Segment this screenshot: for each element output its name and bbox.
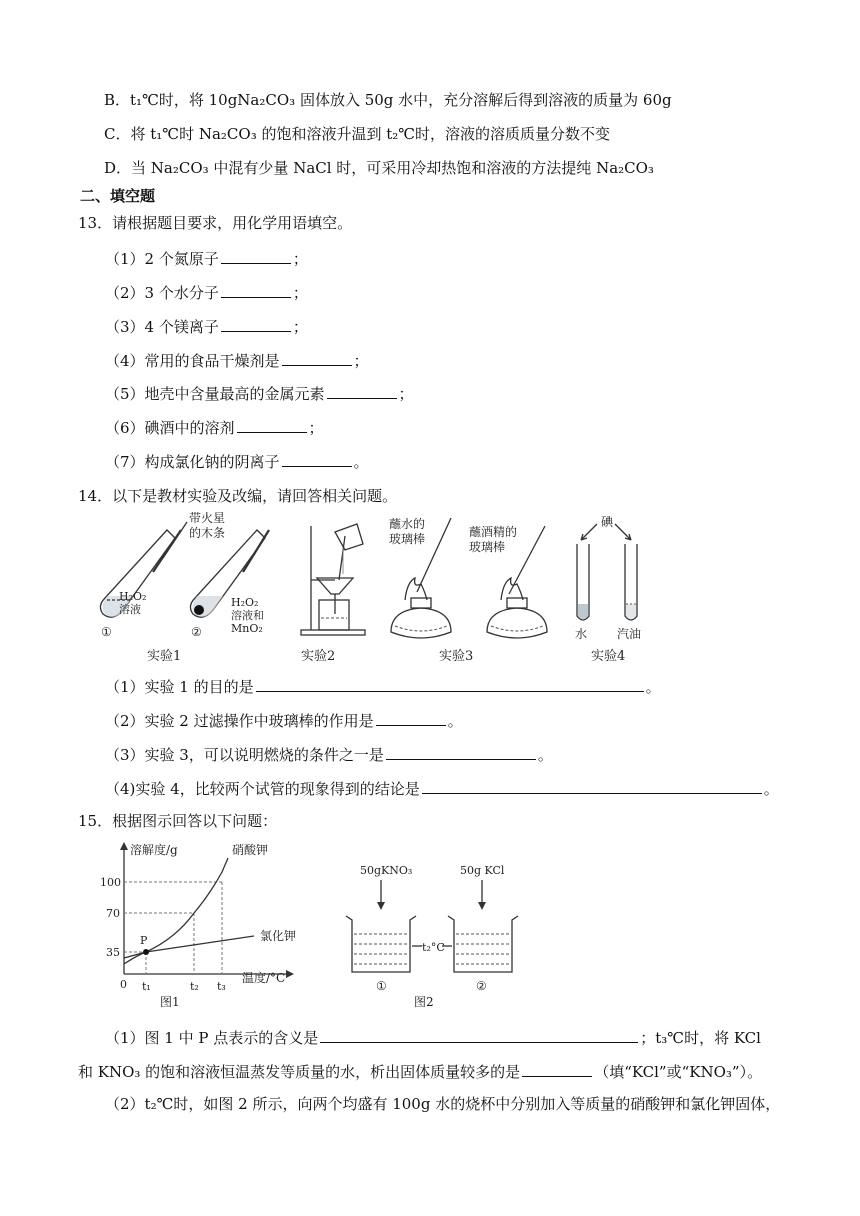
exp1-caption: 实验1	[147, 649, 182, 664]
exp2-caption: 实验2	[301, 649, 336, 664]
answer-blank[interactable]	[422, 778, 762, 794]
q13-item-2: （2）3 个水分子 ；	[105, 284, 308, 302]
fig2-caption: 图2	[414, 995, 434, 1009]
answer-blank[interactable]	[221, 248, 291, 264]
beaker2-mark: ②	[476, 979, 487, 993]
y-axis-label: 溶解度/g	[130, 843, 178, 857]
answer-blank[interactable]	[320, 1027, 638, 1043]
q15-item-1-continued: 和 KNO₃ 的饱和溶液恒温蒸发等质量的水，析出固体质量较多的是 （填“KCl”或“KNO₃”）。	[78, 1063, 763, 1081]
tube2-label-line2: 溶液和	[231, 609, 264, 622]
y-tick-70: 70	[106, 907, 120, 920]
kcl-label: 氯化钾	[260, 929, 297, 943]
kno3-label: 硝酸钾	[232, 843, 269, 857]
answer-blank[interactable]	[282, 451, 352, 467]
q14-item-4: （4)实验 4，比较两个试管的现象得到的结论是 。	[105, 780, 779, 798]
answer-blank[interactable]	[522, 1061, 592, 1077]
rod-alcohol-label-line2: 玻璃棒	[469, 540, 506, 554]
q14-item-2: （2）实验 2 过滤操作中玻璃棒的作用是 。	[105, 712, 463, 730]
section-title: 二、填空题	[80, 187, 156, 205]
x-tick-t3: t₃	[217, 980, 226, 993]
option-d: D．当 Na₂CO₃ 中混有少量 NaCl 时，可采用冷却热饱和溶液的方法提纯 Na₂CO₃	[104, 159, 654, 177]
answer-blank[interactable]	[256, 676, 644, 692]
rod-alcohol-label-line1: 蘸酒精的	[469, 525, 518, 539]
y-tick-35: 35	[106, 946, 120, 959]
rod-water-label-line1: 蘸水的	[389, 517, 426, 531]
temperature-label: t₂°C	[422, 941, 445, 954]
q15-item-2: （2）t₂℃时，如图 2 所示，向两个均盛有 100g 水的烧杯中分别加入等质量的硝酸钾和氯化钾固体，	[105, 1095, 781, 1113]
q13-item-7: （7）构成氯化钠的阴离子 。	[105, 453, 369, 471]
point-p-label: P	[140, 934, 148, 947]
q15-stem: 15．根据图示回答以下问题：	[78, 812, 278, 830]
tube1-label-line1: H₂O₂	[119, 590, 147, 603]
answer-blank[interactable]	[327, 383, 397, 399]
rod-water-label-line2: 玻璃棒	[389, 532, 426, 546]
beaker1-mark: ①	[376, 979, 387, 993]
x-axis-label: 温度/°C	[242, 971, 286, 985]
tube2-label-line3: MnO₂	[231, 622, 263, 635]
test-tube-water	[577, 544, 589, 620]
filtration-apparatus	[301, 524, 365, 635]
x-tick-t1: t₁	[142, 980, 151, 993]
answer-blank[interactable]	[237, 417, 307, 433]
tube2-label-line1: H₂O₂	[231, 596, 259, 609]
exp3-caption: 实验3	[439, 649, 474, 664]
solubility-chart	[120, 842, 297, 978]
beaker-2	[448, 916, 518, 972]
q15-figure	[96, 838, 536, 1010]
answer-blank[interactable]	[386, 744, 536, 760]
q13-item-3: （3）4 个镁离子 ；	[105, 318, 308, 336]
origin-label: 0	[120, 978, 127, 991]
exp1-mark-2: ②	[191, 625, 202, 639]
intersection-point-p	[143, 949, 149, 955]
q13-item-6: （6）碘酒中的溶剂 ；	[105, 419, 324, 437]
iodine-label: 碘	[601, 515, 614, 529]
answer-blank[interactable]	[282, 350, 352, 366]
beaker2-solute-label: 50g KCl	[460, 864, 505, 877]
water-label: 水	[575, 627, 588, 641]
q14-item-3: （3）实验 3，可以说明燃烧的条件之一是 。	[105, 746, 553, 764]
tube1-label-line2: 溶液	[119, 603, 141, 616]
splint-2	[243, 530, 269, 572]
exp4-caption: 实验4	[591, 649, 626, 664]
answer-blank[interactable]	[221, 316, 291, 332]
splint-label-line1: 带火星	[189, 512, 226, 525]
beaker-1	[346, 916, 416, 972]
gasoline-label: 汽油	[617, 627, 642, 641]
answer-blank[interactable]	[221, 282, 291, 298]
q13-stem: 13．请根据题目要求，用化学用语填空。	[78, 214, 353, 232]
q14-stem: 14．以下是教材实验及改编，请回答相关问题。	[78, 487, 398, 505]
option-c: C．将 t₁℃时 Na₂CO₃ 的饱和溶液升温到 t₂℃时，溶液的溶质质量分数不变	[104, 125, 611, 143]
q13-item-4: （4）常用的食品干燥剂是 ；	[105, 352, 369, 370]
option-b: B．t₁℃时，将 10gNa₂CO₃ 固体放入 50g 水中，充分溶解后得到溶液的质量为 60g	[104, 91, 672, 109]
beaker1-solute-label: 50gKNO₃	[360, 864, 413, 877]
y-tick-100: 100	[100, 876, 121, 889]
x-tick-t2: t₂	[190, 980, 199, 993]
mno2-powder	[194, 605, 204, 615]
q13-item-5: （5）地壳中含量最高的金属元素 ；	[105, 385, 414, 403]
fig1-caption: 图1	[160, 995, 180, 1009]
exp1-mark-1: ①	[101, 625, 112, 639]
splint-label-line2: 的木条	[189, 526, 226, 540]
answer-blank[interactable]	[376, 710, 446, 726]
q15-item-1: （1）图 1 中 P 点表示的含义是 ；t₃℃时，将 KCl	[105, 1029, 761, 1047]
q14-experiment-figure	[95, 512, 695, 668]
test-tube-gasoline	[625, 544, 637, 620]
q14-item-1: （1）实验 1 的目的是 。	[105, 678, 661, 696]
q13-item-1: （1）2 个氮原子 ；	[105, 250, 308, 268]
